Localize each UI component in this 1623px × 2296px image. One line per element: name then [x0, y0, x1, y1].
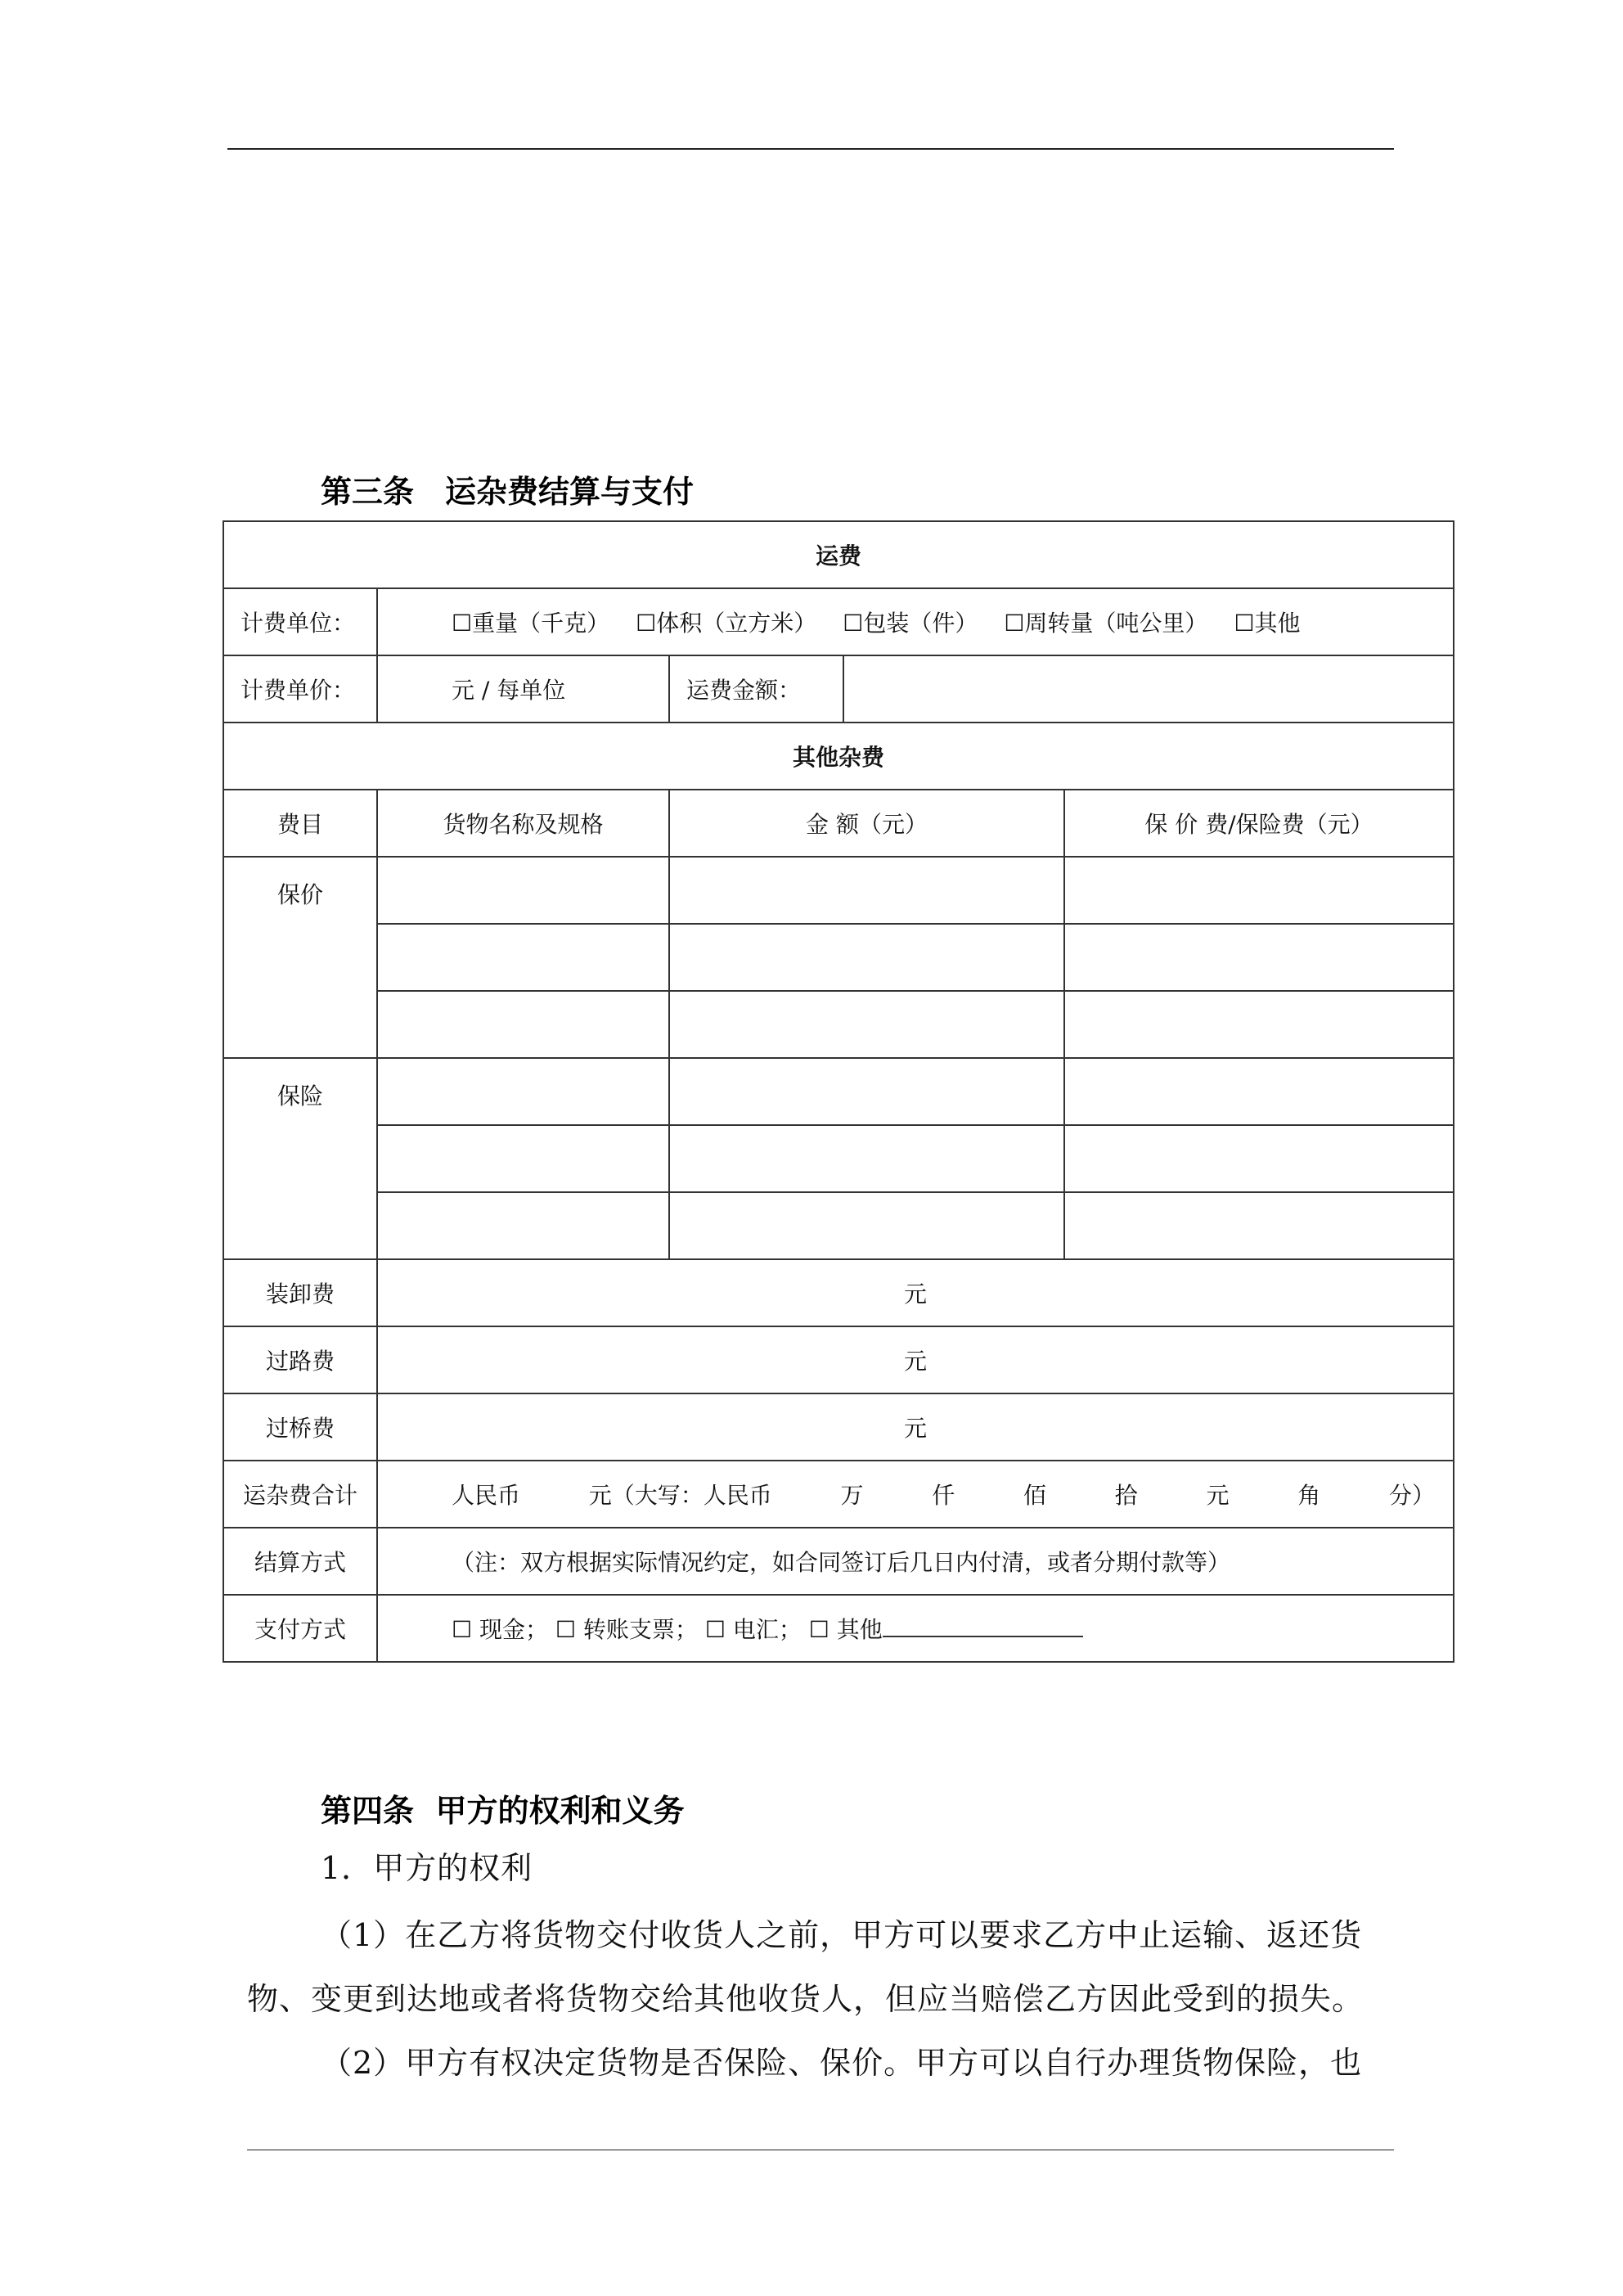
- payment-row: [223, 1595, 1454, 1662]
- column-header-row: [223, 790, 1454, 857]
- paragraph-1-line-1: （1）在乙方将货物交付收货人之前，甲方可以要求乙方中止运输、返还货: [321, 1917, 1363, 1953]
- subsection-title: 1．甲方的权利: [321, 1850, 533, 1886]
- table-cell[interactable]: [377, 857, 669, 924]
- total-part-shi: 拾: [1114, 1482, 1138, 1509]
- table-cell[interactable]: [669, 857, 1064, 924]
- unit-price-row: [223, 655, 1454, 723]
- unit-price-value[interactable]: 元 / 每单位: [377, 655, 669, 723]
- table-cell[interactable]: [377, 924, 669, 991]
- road-toll-row: [223, 1326, 1454, 1393]
- total-part-wan: 万: [840, 1482, 864, 1509]
- table-cell[interactable]: [1064, 924, 1454, 991]
- payment-wire[interactable]: ☐ 电汇；: [704, 1616, 802, 1643]
- payment-other-blank[interactable]: [883, 1618, 1083, 1637]
- freight-header: 运费: [223, 521, 1454, 588]
- total-row: [223, 1461, 1454, 1528]
- table-row: [223, 1192, 1454, 1259]
- fee-settlement-table: [223, 520, 1454, 1663]
- total-part-qian: 仟: [932, 1482, 955, 1509]
- table-cell[interactable]: [377, 991, 669, 1058]
- option-turnover[interactable]: ☐周转量（吨公里）: [1004, 610, 1208, 637]
- loading-fee-row: [223, 1259, 1454, 1326]
- option-other[interactable]: ☐其他: [1234, 610, 1301, 637]
- settlement-row: [223, 1528, 1454, 1595]
- table-row: [223, 857, 1454, 924]
- road-toll-value[interactable]: 元: [377, 1326, 1454, 1393]
- billing-unit-label: 计费单位：: [223, 588, 377, 655]
- total-part-jiao: 角: [1297, 1482, 1321, 1509]
- col-goods: 货物名称及规格: [377, 790, 669, 857]
- table-cell[interactable]: [669, 1058, 1064, 1125]
- table-cell[interactable]: [669, 1192, 1064, 1259]
- billing-unit-options: [377, 588, 1454, 655]
- unit-price-label: 计费单价：: [223, 655, 377, 723]
- total-part-fen: 分）: [1389, 1482, 1436, 1509]
- table-row: [223, 924, 1454, 991]
- loading-fee-label: 装卸费: [223, 1259, 377, 1326]
- table-row: [223, 1125, 1454, 1192]
- table-row: [223, 1058, 1454, 1125]
- table-cell[interactable]: [669, 991, 1064, 1058]
- bridge-toll-label: 过桥费: [223, 1393, 377, 1461]
- billing-unit-row: [223, 588, 1454, 655]
- option-volume[interactable]: ☐体积（立方米）: [636, 610, 817, 637]
- loading-fee-value[interactable]: 元: [377, 1259, 1454, 1326]
- option-package[interactable]: ☐包装（件）: [843, 610, 978, 637]
- payment-cash[interactable]: ☐ 现金；: [452, 1616, 549, 1643]
- table-cell[interactable]: [1064, 991, 1454, 1058]
- payment-options: [377, 1595, 1454, 1662]
- payment-check[interactable]: ☐ 转账支票；: [555, 1616, 698, 1643]
- paragraph-1-line-2: 物、变更到达地或者将货物交给其他收货人，但应当赔偿乙方因此受到的损失。: [247, 1981, 1364, 2017]
- total-value[interactable]: [377, 1461, 1454, 1528]
- col-amount: 金 额（元）: [669, 790, 1064, 857]
- table-cell[interactable]: [1064, 1192, 1454, 1259]
- table-cell[interactable]: [669, 1125, 1064, 1192]
- other-fees-header-row: [223, 723, 1454, 790]
- row-insured-value-label: 保价: [223, 857, 377, 1058]
- settlement-note[interactable]: （注：双方根据实际情况约定，如合同签订后几日内付清，或者分期付款等）: [377, 1528, 1454, 1595]
- table-cell[interactable]: [377, 1058, 669, 1125]
- total-part-rmb: 人民币: [452, 1482, 521, 1509]
- settlement-label: 结算方式: [223, 1528, 377, 1595]
- col-fee: 保 价 费/保险费（元）: [1064, 790, 1454, 857]
- freight-amount-label: 运费金额：: [669, 655, 843, 723]
- table-row: [223, 991, 1454, 1058]
- freight-header-row: [223, 521, 1454, 588]
- total-label: 运杂费合计: [223, 1461, 377, 1528]
- total-part-yuan-capital: 元（大写：人民币: [588, 1482, 772, 1509]
- section4-title: 第四条 甲方的权利和义务: [321, 1793, 685, 1829]
- header-rule: [227, 148, 1394, 150]
- col-item: 费目: [223, 790, 377, 857]
- table-cell[interactable]: [669, 924, 1064, 991]
- paragraph-2-line-1: （2）甲方有权决定货物是否保险、保价。甲方可以自行办理货物保险，也: [321, 2045, 1363, 2081]
- payment-other[interactable]: ☐ 其他: [808, 1616, 883, 1643]
- payment-label: 支付方式: [223, 1595, 377, 1662]
- table-cell[interactable]: [377, 1192, 669, 1259]
- total-part-bai: 佰: [1023, 1482, 1047, 1509]
- table-cell[interactable]: [1064, 1058, 1454, 1125]
- table-cell[interactable]: [1064, 857, 1454, 924]
- bridge-toll-row: [223, 1393, 1454, 1461]
- other-fees-header: 其他杂费: [223, 723, 1454, 790]
- section3-title: 第三条 运杂费结算与支付: [321, 474, 695, 510]
- freight-amount-value[interactable]: [843, 655, 1454, 723]
- table-cell[interactable]: [377, 1125, 669, 1192]
- total-part-yuan: 元: [1206, 1482, 1230, 1509]
- bridge-toll-value[interactable]: 元: [377, 1393, 1454, 1461]
- table-cell[interactable]: [1064, 1125, 1454, 1192]
- row-insurance-label: 保险: [223, 1058, 377, 1259]
- option-weight[interactable]: ☐重量（千克）: [452, 610, 610, 637]
- road-toll-label: 过路费: [223, 1326, 377, 1393]
